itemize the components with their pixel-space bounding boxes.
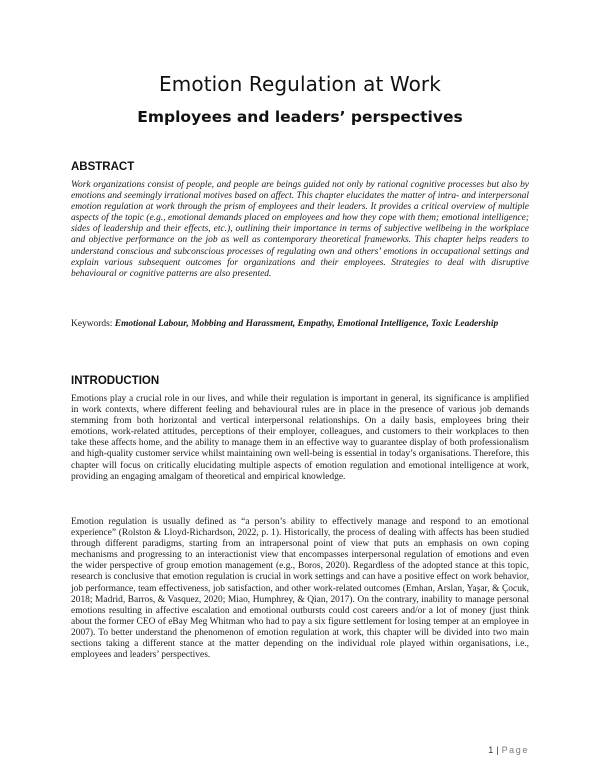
keywords-list: Emotional Labour, Mobbing and Harassment, Empathy, Emotional Intelligence, Toxic Leadership: [114, 319, 499, 329]
introduction-heading: INTRODUCTION: [71, 375, 160, 387]
page-number: 1: [488, 745, 494, 755]
introduction-paragraph-1: Emotions play a crucial role in our lives, and while their regulation is important in general, its significance is amplified in work contexts, where different feeling and behavioural rules are in place in the presence of various job demands stemming from both horizontal and vertical interpersonal relationships. On a daily basis, employees bring their emotions, work-related attitudes, perceptions of their employer, colleagues, and customers to their workplaces to then take these affects home, and the ability to manage them in an effective way to guarantee display of both professionalism and high-quality customer service whilst maintaining own well-being is essential in today’s organisations. Therefore, this chapter will focus on critically elucidating multiple aspects of emotion regulation and emotional intelligence at work, providing an engaging amalgam of theoretical and empirical knowledge.: [71, 394, 529, 482]
keywords-line: [71, 319, 529, 330]
abstract-text: Work organizations consist of people, and people are beings guided not only by rational cognitive processes but also by emotions and seemingly irrational motives based on affect. This chapter elucidates the matter of intra- and interpersonal emotion regulation at work through the prism of employees and their leaders. It provides a critical overview of multiple aspects of the topic (e.g., emotional demands placed on employees and how they cope with them; emotional intelligence; sides of leadership and their effects, etc.), outlining their importance in terms of subjective wellbeing in the workplace and objective performance on the job as well as contemporary theoretical frameworks. This chapter helps readers to understand conscious and subconscious processes of regulating own and others’ emotions in occupational settings and explain various subsequent outcomes for organizations and their employees. Strategies to deal with disruptive behavioural or cognitive patterns are also presented.: [71, 180, 529, 279]
document-subtitle: Employees and leaders’ perspectives: [137, 108, 463, 126]
abstract-heading: ABSTRACT: [71, 161, 135, 173]
page-footer: [488, 745, 529, 755]
introduction-paragraph-2: Emotion regulation is usually defined as “a person’s ability to effectively manage and respond to an emotional experience” (Rolston & Lloyd-Richardson, 2022, p. 1). Historically, the process of dealing with affects has been studied through different paradigms, starting from an intrapersonal point of view that puts an emphasis on own coping mechanisms and progressing to an interactionist view that encompasses interpersonal regulation of emotions and even the wider perspective of group emotion management (e.g., Boros, 2020). Regardless of the adopted stance at this topic, research is conclusive that emotion regulation is crucial in work settings and can have a positive effect on work behavior, job performance, team effectiveness, job satisfaction, and other work-related outcomes (Emhan, Arslan, Yaşar, & Çocuk, 2018; Madrid, Barros, & Vasquez, 2020; Miao, Humphrey, & Qian, 2017). On the contrary, inability to manage personal emotions resulting in affective escalation and emotional outbursts could cost careers and/or a lot of money (just think about the former CEO of eBay Meg Whitman who had to pay a six figure settlement for losing temper at an employee in 2007). To better understand the phenomenon of emotion regulation at work, this chapter will be divided into two main sections taking a different stance at the matter depending on the individual role played within organisations, i.e., employees and leaders’ perspectives.: [71, 517, 529, 661]
document-title: Emotion Regulation at Work: [159, 72, 441, 96]
footer-separator: |: [496, 745, 499, 755]
page-label: Page: [501, 745, 529, 755]
keywords-label: Keywords:: [71, 319, 113, 329]
